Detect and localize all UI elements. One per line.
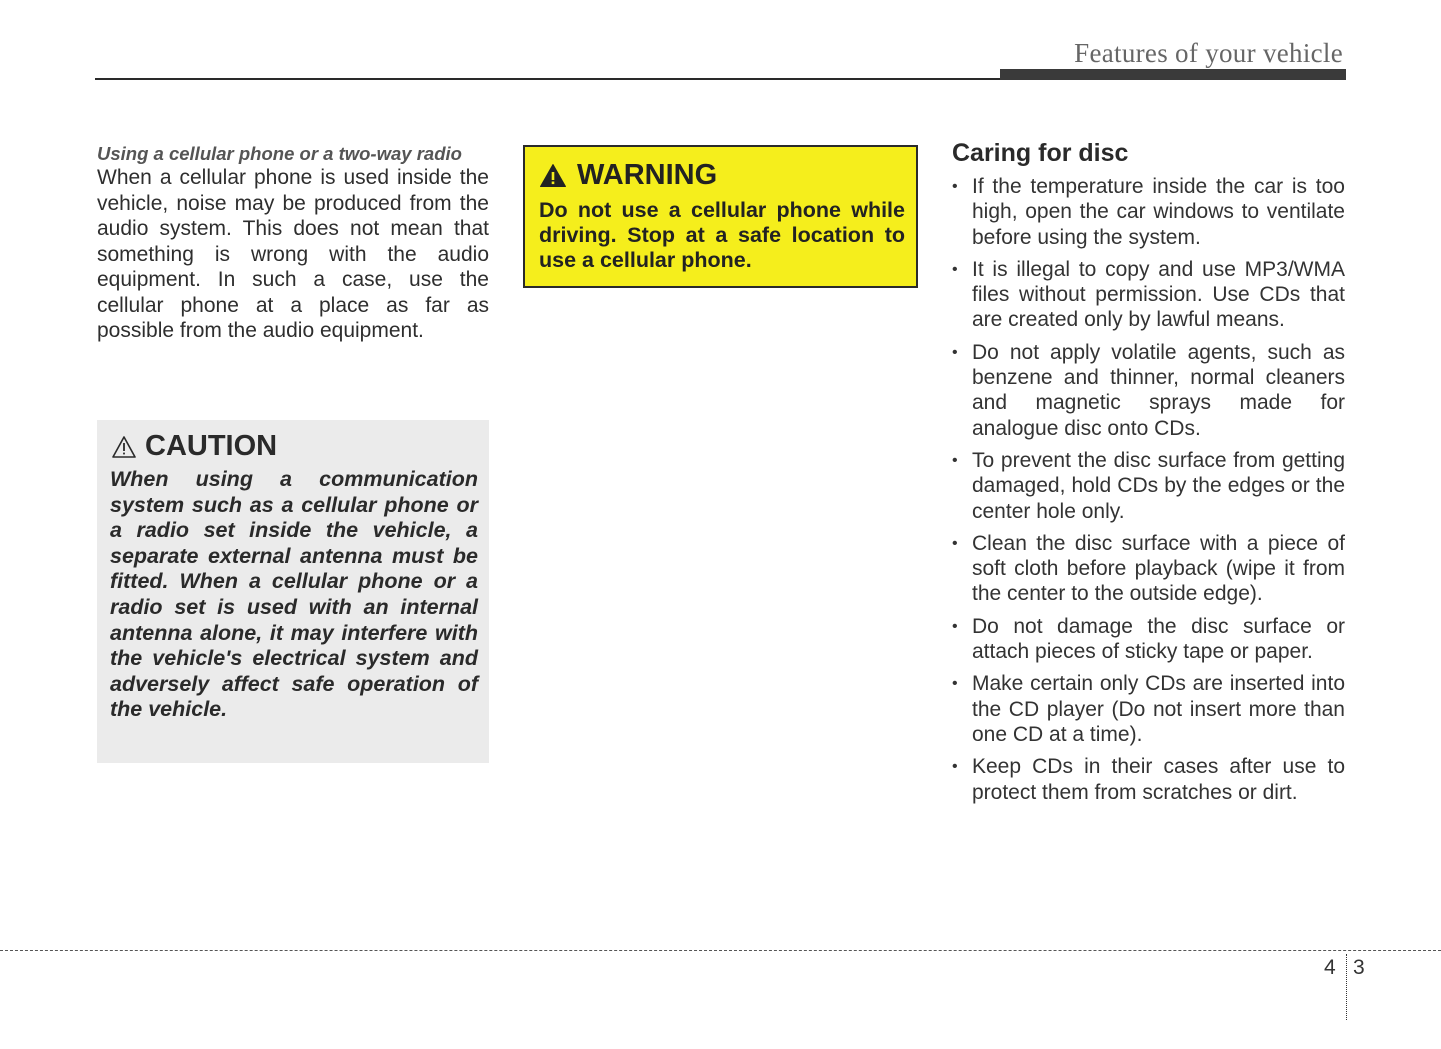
header-title: Features of your vehicle xyxy=(1074,38,1343,68)
footer-dashed-rule xyxy=(0,950,1441,951)
bullet-icon: • xyxy=(952,343,958,361)
list-item: • Do not apply volatile agents, such as benzene and thinner, normal cleaners and magnetic sprays made for analogue disc onto CDs. xyxy=(952,340,1345,440)
section-title: Caring for disc xyxy=(952,139,1129,167)
bullet-icon: • xyxy=(952,617,958,635)
caring-for-disc-section xyxy=(952,139,1345,812)
list-item: • If the temperature inside the car is too high, open the car windows to ventilate before using the system. xyxy=(952,175,1345,249)
warning-box xyxy=(523,145,918,288)
chapter-number: 4 xyxy=(1324,956,1336,979)
cellular-phone-subheading: Using a cellular phone or a two-way radio xyxy=(97,143,462,164)
list-item: • Do not damage the disc surface or attach pieces of sticky tape or paper. xyxy=(952,614,1345,664)
header-rule xyxy=(95,78,1005,80)
caution-title: CAUTION xyxy=(145,430,278,462)
list-item: • Keep CDs in their cases after use to protect them from scratches or dirt. xyxy=(952,755,1345,804)
warning-title: WARNING xyxy=(577,159,718,191)
bullet-icon: • xyxy=(952,758,958,776)
list-item: • To prevent the disc surface from getting damaged, hold CDs by the edges or the center hole only. xyxy=(952,448,1345,523)
list-item: • Clean the disc surface with a piece of soft cloth before playback (wipe it from the center to the outside edge). xyxy=(952,531,1345,606)
page-number: 3 xyxy=(1353,956,1365,979)
bullet-icon: • xyxy=(952,534,958,552)
caution-box xyxy=(97,420,489,763)
header-bar xyxy=(1000,69,1346,80)
caution-header xyxy=(111,430,277,463)
warning-text: Do not use a cellular phone while driving. Stop at a safe location to use a cellular phone. xyxy=(539,198,905,272)
bullet-icon: • xyxy=(952,178,958,195)
page-number-divider xyxy=(1346,954,1347,1020)
disc-care-list xyxy=(952,174,1345,805)
cellular-phone-paragraph: When a cellular phone is used inside the vehicle, noise may be produced from the audio system. This does not mean that something is wrong with the audio equipment. In such a case, use the cellular phone at a place as far as possible from the audio equipment. xyxy=(97,166,489,342)
list-item: • It is illegal to copy and use MP3/WMA files without permission. Use CDs that are created only by lawful means. xyxy=(952,257,1345,332)
list-item: • Make certain only CDs are inserted into the CD player (Do not insert more than one CD at a time). xyxy=(952,672,1345,746)
caution-triangle-icon xyxy=(111,435,137,459)
caution-text: When using a communication system such as a cellular phone or a radio set inside the vehicle, a separate external antenna must be fitted. When a cellular phone or a radio set is used with an internal antenna alone, it may interfere with the vehicle's electrical system and adversely affect safe operation of the vehicle. xyxy=(110,467,478,722)
bullet-icon: • xyxy=(952,451,958,469)
left-column xyxy=(97,142,489,344)
bullet-icon: • xyxy=(952,260,958,278)
bullet-icon: • xyxy=(952,675,958,693)
warning-header xyxy=(539,159,717,192)
warning-triangle-icon xyxy=(539,163,567,188)
